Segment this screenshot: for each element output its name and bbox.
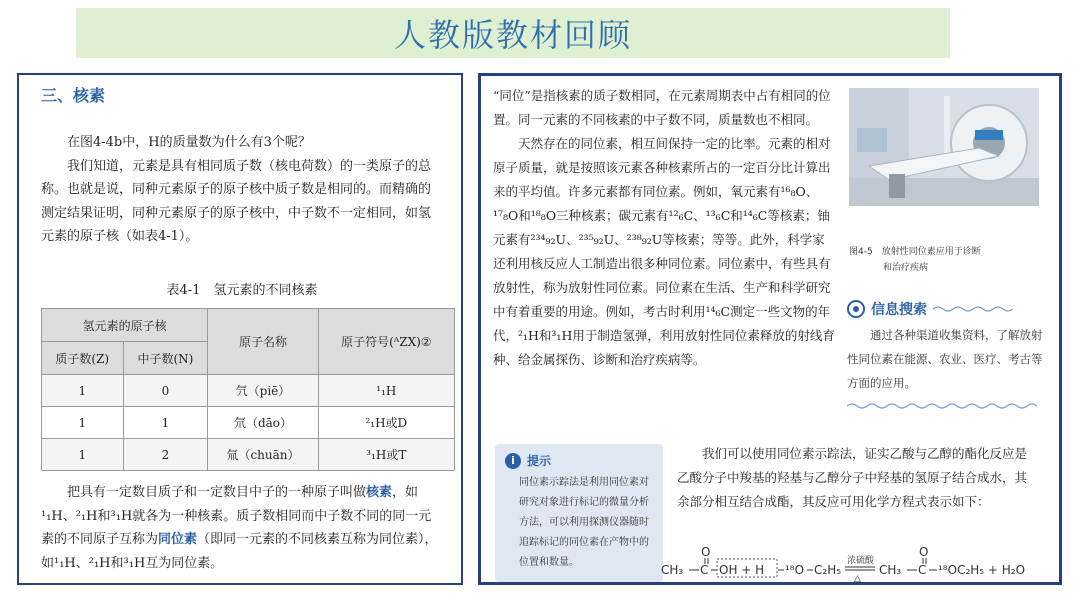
info-icon: i bbox=[505, 453, 521, 469]
header-symbol: 原子符号(ᴬZX)② bbox=[318, 309, 454, 375]
element-paragraph: 我们知道，元素是具有相同质子数（核电荷数）的一类原子的总称。也就是说，同种元素原子的原子核中质子数是相同的。而精确的测定结果证明，同种元素原子的原子核中，中子数不一定相同，如氢元素的原子核（如表4-1）。 bbox=[41, 158, 432, 244]
header-group: 氢元素的原子核 bbox=[42, 309, 208, 342]
tip-box bbox=[495, 444, 663, 582]
eq-catalyst: 浓硫酸 bbox=[847, 556, 875, 566]
cell-z: 1 bbox=[42, 407, 124, 439]
wave-divider-icon bbox=[847, 402, 1043, 410]
esterification-equation bbox=[661, 546, 1051, 582]
cell-name: 氕（piē） bbox=[208, 375, 318, 407]
tip-header bbox=[495, 444, 663, 469]
definition-paragraph bbox=[41, 481, 441, 575]
def-text-c: （即同一元素的不同核素互称为同位素），如¹₁H、²₁H和³₁H互为同位素。 bbox=[41, 532, 438, 571]
tracer-paragraph: 我们可以使用同位素示踪法，证实乙酸与乙醇的酯化反应是乙酸分子中羧基的羟基与乙醇分子中羟基的氢原子结合成水，其余部分相互结合成酯，其反应可用化学方程式表示如下： bbox=[677, 446, 1028, 509]
left-textbook-page bbox=[17, 73, 463, 585]
term-nuclide: 核素 bbox=[366, 485, 393, 500]
right-textbook-page bbox=[478, 73, 1062, 585]
intro-paragraphs bbox=[41, 131, 441, 249]
natural-isotope-paragraph: 天然存在的同位素，相互间保持一定的比率。元素的相对原子质量，就是按照该元素各种核素所占的一定百分比计算出来的平均值。许多元素都有同位素。例如，氧元素有¹⁶₈O、¹⁷₈O和¹⁸₈O三种核素；碳元素有¹²₆C、¹³₆C和¹⁴₆C等核素；铀元素有²³⁴₉₂U、²³⁵₉₂U、²³⁸₉₂U等核素；等等。此外，科学家还利用核反应人工制造出很多种同位素。同位素中，有些具有放射性，称为放射性同位素。同位素在生活、生产和科学研究中有着重要的用途。例如，考古时利用¹⁴₆C测定一些文物的年代，²₁H和³₁H用于制造氢弹，利用放射性同位素释放的射线育种、给金属探伤、诊断和治疗疾病等。 bbox=[493, 136, 835, 367]
magnifier-icon bbox=[847, 300, 865, 318]
wave-decoration-icon bbox=[933, 305, 1013, 313]
info-search-title: 信息搜索 bbox=[871, 302, 927, 318]
table-row bbox=[42, 439, 455, 471]
eq-ch3-a: CH₃ bbox=[661, 563, 684, 577]
tip-title: 提示 bbox=[527, 454, 552, 468]
eq-o-a: O bbox=[701, 546, 711, 559]
header-name: 原子名称 bbox=[208, 309, 318, 375]
cell-symbol: ¹₁H bbox=[318, 375, 454, 407]
table-row bbox=[42, 375, 455, 407]
cell-n: 0 bbox=[123, 375, 208, 407]
cell-z: 1 bbox=[42, 375, 124, 407]
isotope-paragraphs bbox=[493, 84, 837, 372]
cell-symbol: ²₁H或D bbox=[318, 407, 454, 439]
eq-o18: ¹⁸O bbox=[785, 563, 805, 577]
hydrogen-nuclide-table bbox=[41, 308, 455, 471]
question-paragraph: 在图4-4b中，H的质量数为什么有3个呢？ bbox=[67, 135, 311, 150]
info-search-header bbox=[847, 299, 1043, 319]
eq-product: ¹⁸OC₂H₅ + H₂O bbox=[938, 563, 1026, 577]
cell-n: 1 bbox=[123, 407, 208, 439]
page-title: 人教版教材回顾 bbox=[393, 16, 632, 54]
cell-n: 2 bbox=[123, 439, 208, 471]
title-banner bbox=[76, 8, 950, 58]
cell-name: 氘（dāo） bbox=[208, 407, 318, 439]
def-text-a: 把具有一定数目质子和一定数目中子的一种原子叫做 bbox=[67, 485, 367, 500]
tip-text: 同位素示踪法是利用同位素对研究对象进行标记的微量分析方法，可以利用探测仪器随时追踪标记的同位素在产物中的位置和数量。 bbox=[519, 477, 649, 568]
eq-o-b: O bbox=[919, 546, 929, 559]
info-search-box bbox=[847, 299, 1043, 414]
def-text-b: ，如¹₁H、²₁H和³₁H就各为一种核素。质子数相同而中子数不同的同一元素的不同原子互称为 bbox=[41, 485, 432, 547]
figure-caption bbox=[849, 244, 1049, 276]
eq-delta: △ bbox=[854, 574, 861, 582]
eq-c-a: C bbox=[700, 563, 709, 577]
eq-c2h5: C₂H₅ bbox=[814, 563, 842, 577]
position-paragraph: “同位”是指核素的质子数相同，在元素周期表中占有相同的位置。同一元素的不同核素的中子数不同，质量数也不相同。 bbox=[493, 88, 831, 127]
ct-scanner-photo bbox=[849, 88, 1039, 206]
header-proton: 质子数(Z) bbox=[42, 342, 124, 375]
eq-ch3-b: CH₃ bbox=[879, 563, 902, 577]
cell-symbol: ³₁H或T bbox=[318, 439, 454, 471]
eq-oh-h: OH + H bbox=[719, 563, 765, 577]
table-row bbox=[42, 407, 455, 439]
table-caption: 表4-1 氢元素的不同核素 bbox=[166, 283, 318, 298]
term-isotope: 同位素 bbox=[158, 532, 198, 547]
info-search-text: 通过各种渠道收集资料，了解放射性同位素在能源、农业、医疗、考古等方面的应用。 bbox=[847, 328, 1043, 390]
ct-scanner-illustration bbox=[849, 88, 1039, 206]
cell-name: 氚（chuān） bbox=[208, 439, 318, 471]
section-title: 三、核素 bbox=[41, 86, 106, 105]
figure-caption-line2: 和治疗疾病 bbox=[883, 263, 929, 273]
figure-caption-line1: 图4-5 放射性同位素应用于诊断 bbox=[849, 247, 981, 257]
header-neutron: 中子数(N) bbox=[123, 342, 208, 375]
cell-z: 1 bbox=[42, 439, 124, 471]
eq-c-b: C bbox=[918, 563, 927, 577]
